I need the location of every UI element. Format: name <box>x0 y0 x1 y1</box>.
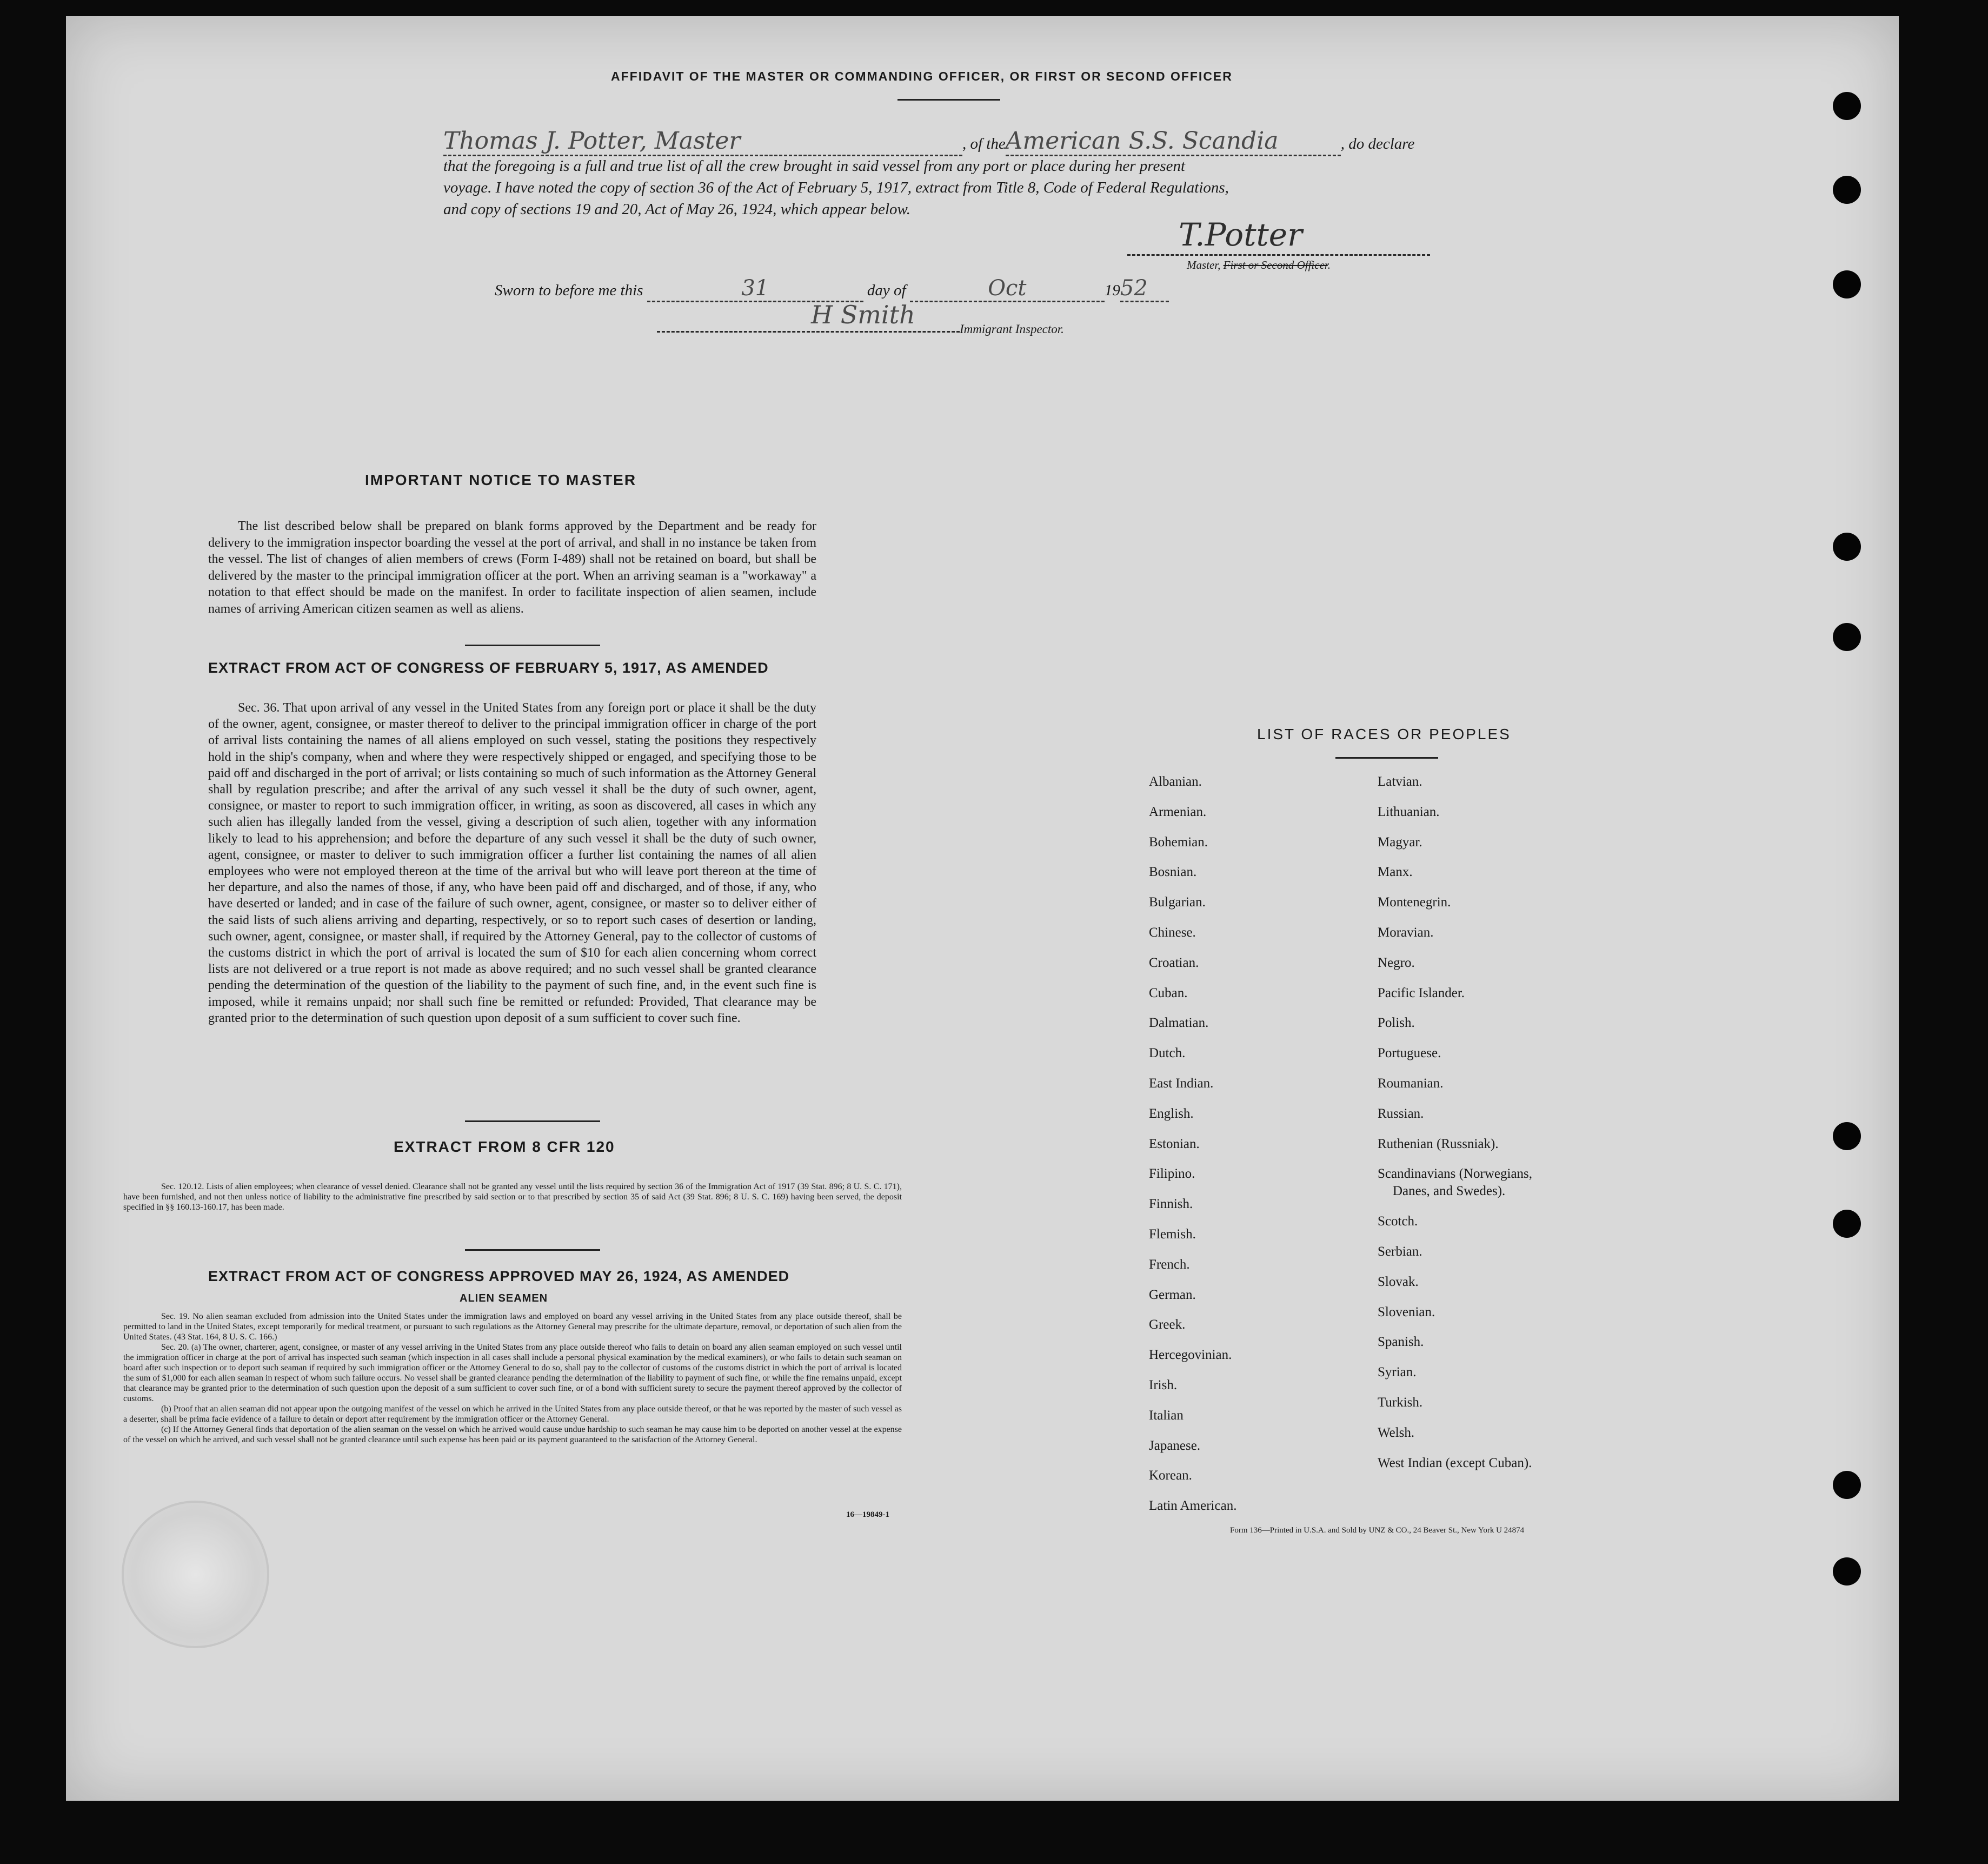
race-item: Magyar. <box>1378 834 1422 850</box>
sec20b-text: (b) Proof that an alien seaman did not appear upon the outgoing manifest of the vessel on which he arrived in the United States from any place outside thereof, or that he was reported by the master of such vessel as a deserter, shall be prima facie evidence of a failure to detain or deport after requirement by the immigration officer or the Attorney General. <box>123 1404 902 1424</box>
race-item: Slovak. <box>1378 1274 1419 1289</box>
race-item: Japanese. <box>1149 1438 1201 1453</box>
race-item: Pacific Islander. <box>1378 985 1465 1000</box>
race-item: Armenian. <box>1149 804 1207 819</box>
race-item: Moravian. <box>1378 925 1434 940</box>
race-item: Filipino. <box>1149 1166 1195 1182</box>
extract-1924-title: EXTRACT FROM ACT OF CONGRESS APPROVED MAY 26, 1924, AS AMENDED <box>208 1268 790 1284</box>
master-signature: T.Potter <box>1179 216 1302 253</box>
race-item: Bulgarian. <box>1149 895 1206 910</box>
affidavit-line3: voyage. I have noted the copy of section 36 of the Act of February 5, 1917, extract from Title 8, Code of Federal Regulations, <box>443 179 1229 196</box>
inspector-line <box>657 331 960 333</box>
race-item: Greek. <box>1149 1317 1186 1332</box>
race-item: Negro. <box>1378 955 1415 970</box>
sec19-text: Sec. 19. No alien seaman excluded from admission into the United States under the immigration laws and employed on board any vessel arriving in the United States from any place outside thereof, shall be permitted to land in the United States, except temporarily for medical treatment, or pursuant to such regulations as the Attorney General may prescribe for the ultimate departure, removal, or deportation of such alien from the United States. (43 Stat. 164, 8 U. S. C. 166.) <box>123 1312 902 1342</box>
extract-cfr-title: EXTRACT FROM 8 CFR 120 <box>394 1138 615 1155</box>
extract-cfr-body <box>123 1182 902 1212</box>
binder-hole <box>1833 533 1861 561</box>
inspector-signature: H Smith <box>811 300 915 329</box>
master-label-prefix: Master, <box>1187 258 1224 271</box>
race-item: Croatian. <box>1149 955 1199 970</box>
race-item: Korean. <box>1149 1468 1192 1483</box>
divider <box>465 1120 600 1122</box>
races-title: LIST OF RACES OR PEOPLES <box>1257 726 1511 742</box>
sworn-day: 31 <box>647 276 863 302</box>
race-item: German. <box>1149 1287 1196 1302</box>
notice-body <box>208 518 816 618</box>
binder-hole <box>1833 1471 1861 1499</box>
race-item: Scandinavians (Norwegians, <box>1378 1166 1533 1182</box>
day-of-text: day of <box>867 282 906 299</box>
race-item: Estonian. <box>1149 1136 1200 1151</box>
race-item: Flemish. <box>1149 1227 1196 1242</box>
divider <box>465 645 600 646</box>
notice-title: IMPORTANT NOTICE TO MASTER <box>365 472 637 488</box>
race-item: Polish. <box>1378 1016 1415 1031</box>
master-label-struck: First or Second Officer <box>1223 258 1328 271</box>
sec20c-text: (c) If the Attorney General finds that deportation of the alien seaman on the vessel on which he arrived would cause undue hardship to such seaman he may cause him to be deported on another vessel at the expense of the vessel on which he arrived, and such vessel shall not be granted clearance until such expense has been paid or its payment guaranteed to the satisfaction of the Attorney General. <box>123 1425 902 1444</box>
race-item: Cuban. <box>1149 985 1188 1000</box>
race-item: Finnish. <box>1149 1197 1193 1212</box>
race-item: French. <box>1149 1257 1190 1272</box>
race-item: Spanish. <box>1378 1335 1424 1350</box>
race-item: Latin American. <box>1149 1498 1237 1514</box>
race-item: Serbian. <box>1378 1244 1422 1259</box>
race-item: Ruthenian (Russniak). <box>1378 1136 1499 1151</box>
race-item: Slovenian. <box>1378 1304 1435 1319</box>
master-label-suffix: . <box>1327 258 1331 271</box>
race-item: Lithuanian. <box>1378 804 1440 819</box>
extract-1924-body <box>123 1311 902 1445</box>
extract-1917-title: EXTRACT FROM ACT OF CONGRESS OF FEBRUARY 5, 1917, AS AMENDED <box>208 660 769 676</box>
binder-hole <box>1833 1557 1861 1586</box>
binder-hole <box>1833 176 1861 204</box>
race-item: Russian. <box>1378 1106 1424 1121</box>
binder-hole <box>1833 623 1861 651</box>
race-item: Dalmatian. <box>1149 1016 1209 1031</box>
sec20a-text: Sec. 20. (a) The owner, charterer, agent, consignee, or master of any vessel arriving in the United States from any place outside thereof who fails to detain on board any alien seaman employed on such vessel until the immigration officer in charge at the port of arrival has inspected such seaman (which inspection in all cases shall include a personal physical examination by the medical examiners), or who fails to detain such seaman on board after such inspection or to deport such seaman if required by such immigration officer or the Attorney General to do so, shall pay to the collector of customs of the customs district in which the port of arrival is located the sum of $1,000 for each alien seaman in respect of whom such failure occurs. No vessel shall be granted clearance pending the determination of the liability to payment of such fine, or while the fine remains unpaid, except that clearance may be granted prior to the determination of such question upon the deposit of a sum sufficient to cover such fine, or of a bond with sufficient surety to secure the payment thereof approved by the collector of customs. <box>123 1343 902 1403</box>
year-suffix: 52 <box>1120 276 1169 302</box>
master-label <box>1187 258 1331 272</box>
affidavit-line4: and copy of sections 19 and 20, Act of May 26, 1924, which appear below. <box>443 201 910 218</box>
form-note: Form 136—Printed in U.S.A. and Sold by UNZ & CO., 24 Beaver St., New York U 24874 <box>1230 1526 1525 1535</box>
race-item: Scotch. <box>1378 1214 1418 1229</box>
extract-cfr-text: Sec. 120.12. Lists of alien employees; when clearance of vessel denied. Clearance shall not be granted any vessel until the lists required by section 36 of the Immigration Act of 1917 (39 Stat. 896; 8 U. S. C. 171), have been furnished, and not then unless notice of liability to the administrative fine prescribed by said section or to that prescribed by section 35 of said Act (39 Stat. 896; 8 U. S. C. 169) having been served, the deposit specified in §§ 160.13-160.17, has been made. <box>123 1182 902 1212</box>
binder-hole <box>1833 1210 1861 1238</box>
binder-hole <box>1833 1122 1861 1150</box>
year-prefix: 19 <box>1104 282 1120 299</box>
do-declare-text: , do declare <box>1340 135 1415 152</box>
race-item: Danes, and Swedes). <box>1393 1184 1506 1199</box>
master-name-handwriting: Thomas J. Potter, Master <box>443 127 962 156</box>
race-item: Chinese. <box>1149 925 1196 940</box>
vessel-name-handwriting: American S.S. Scandia <box>1006 127 1341 156</box>
race-item: West Indian (except Cuban). <box>1378 1455 1532 1470</box>
inspector-label: Immigrant Inspector. <box>960 322 1064 336</box>
extract-1924-subtitle: ALIEN SEAMEN <box>460 1292 548 1304</box>
race-item: Montenegrin. <box>1378 895 1451 910</box>
race-item: Bohemian. <box>1149 834 1208 850</box>
race-item: East Indian. <box>1149 1076 1214 1091</box>
race-item: Bosnian. <box>1149 865 1197 880</box>
affidavit-title: AFFIDAVIT OF THE MASTER OR COMMANDING OFFICER, OR FIRST OR SECOND OFFICER <box>611 69 1233 83</box>
race-item: Roumanian. <box>1378 1076 1444 1091</box>
race-item: Syrian. <box>1378 1365 1417 1380</box>
signature-line <box>1127 254 1430 256</box>
notice-text: The list described below shall be prepared on blank forms approved by the Department and be ready for delivery to the immigration inspector boarding the vessel at the port of arrival, and shall in no instance be taken from the vessel. The list of changes of alien members of crews (Form I-489) shall not be retained on board, but shall be delivered by the master to the principal immigration officer at the port. When an arriving seaman is a "workaway" a notation to that effect should be made on the manifest. In order to facilitate inspection of alien seamen, include names of arriving American citizen seamen as well as aliens. <box>208 519 816 616</box>
race-item: English. <box>1149 1106 1194 1121</box>
embossed-seal <box>122 1501 269 1648</box>
divider <box>1335 757 1438 759</box>
sworn-prefix: Sworn to before me this <box>495 282 643 299</box>
sworn-line <box>495 276 1169 302</box>
extract-1917-text: Sec. 36. That upon arrival of any vessel in the United States from any foreign port or place it shall be the duty of the owner, agent, consignee, or master thereof to deliver to the principal immigration officer in charge of the port of arrival lists containing the names of all aliens employed on such vessel, stating the positions they respectively hold in the ship's company, when and where they were respectively shipped or engaged, and specifying those to be paid off and discharged in the port of arrival; or lists containing so much of such information as the Attorney General shall by regulation prescribe; and after the arrival of any such vessel it shall be the duty of such owner, agent, consignee, or master to report to such immigration officer, in writing, as soon as discovered, all cases in which any such alien has illegally landed from the vessel, giving a description of such alien, together with any information likely to lead to his apprehension; and before the departure of any such vessel it shall be the duty of such owner, agent, consignee, or master to deliver to such immigration officer a further list containing the names of all alien employees who were not employed thereon at the time of the arrival but who will leave port thereon at the time of her departure, and also the names of those, if any, who have been paid off and discharged, and of those, if any, who have deserted or landed; and in case of the failure of such owner, agent, consignee, or master so to deliver either of the said lists of such aliens arriving and departing, respectively, or so to report such cases of desertion or landing, such owner, agent, consignee, or master shall, if required by the Attorney General, pay to the collector of customs of the customs district in which the port of arrival is located the sum of $10 for each alien concerning whom correct lists are not delivered or a true report is not made as above required; and no such vessel shall be granted clearance pending the determination of the question of the liability to the payment of such fine, and, in the event such fine is imposed, while it remains unpaid; nor shall such fine be remitted or refunded: Provided, That clearance may be granted prior to the determination of such question upon deposit of a sum sufficient to cover such fine. <box>208 701 816 1025</box>
divider <box>897 99 1000 101</box>
sworn-month: Oct <box>910 276 1105 302</box>
binder-hole <box>1833 92 1861 120</box>
divider <box>465 1249 600 1251</box>
binder-hole <box>1833 270 1861 298</box>
form-code: 16—19849-1 <box>846 1510 889 1519</box>
race-item: Manx. <box>1378 865 1413 880</box>
extract-1917-body <box>208 700 816 1026</box>
affidavit-line2: that the foregoing is a full and true list of all the crew brought in said vessel from any port or place during her present <box>443 157 1186 175</box>
race-item: Portuguese. <box>1378 1046 1441 1061</box>
race-item: Dutch. <box>1149 1046 1186 1061</box>
race-item: Hercegovinian. <box>1149 1348 1232 1363</box>
race-item: Latvian. <box>1378 774 1422 789</box>
race-item: Turkish. <box>1378 1395 1423 1410</box>
race-item: Irish. <box>1149 1378 1178 1392</box>
race-item: Italian <box>1149 1408 1184 1423</box>
race-item: Welsh. <box>1378 1425 1415 1440</box>
race-item: Albanian. <box>1149 774 1202 789</box>
of-the-text: , of the <box>962 135 1006 152</box>
affidavit-line1 <box>443 127 1460 156</box>
